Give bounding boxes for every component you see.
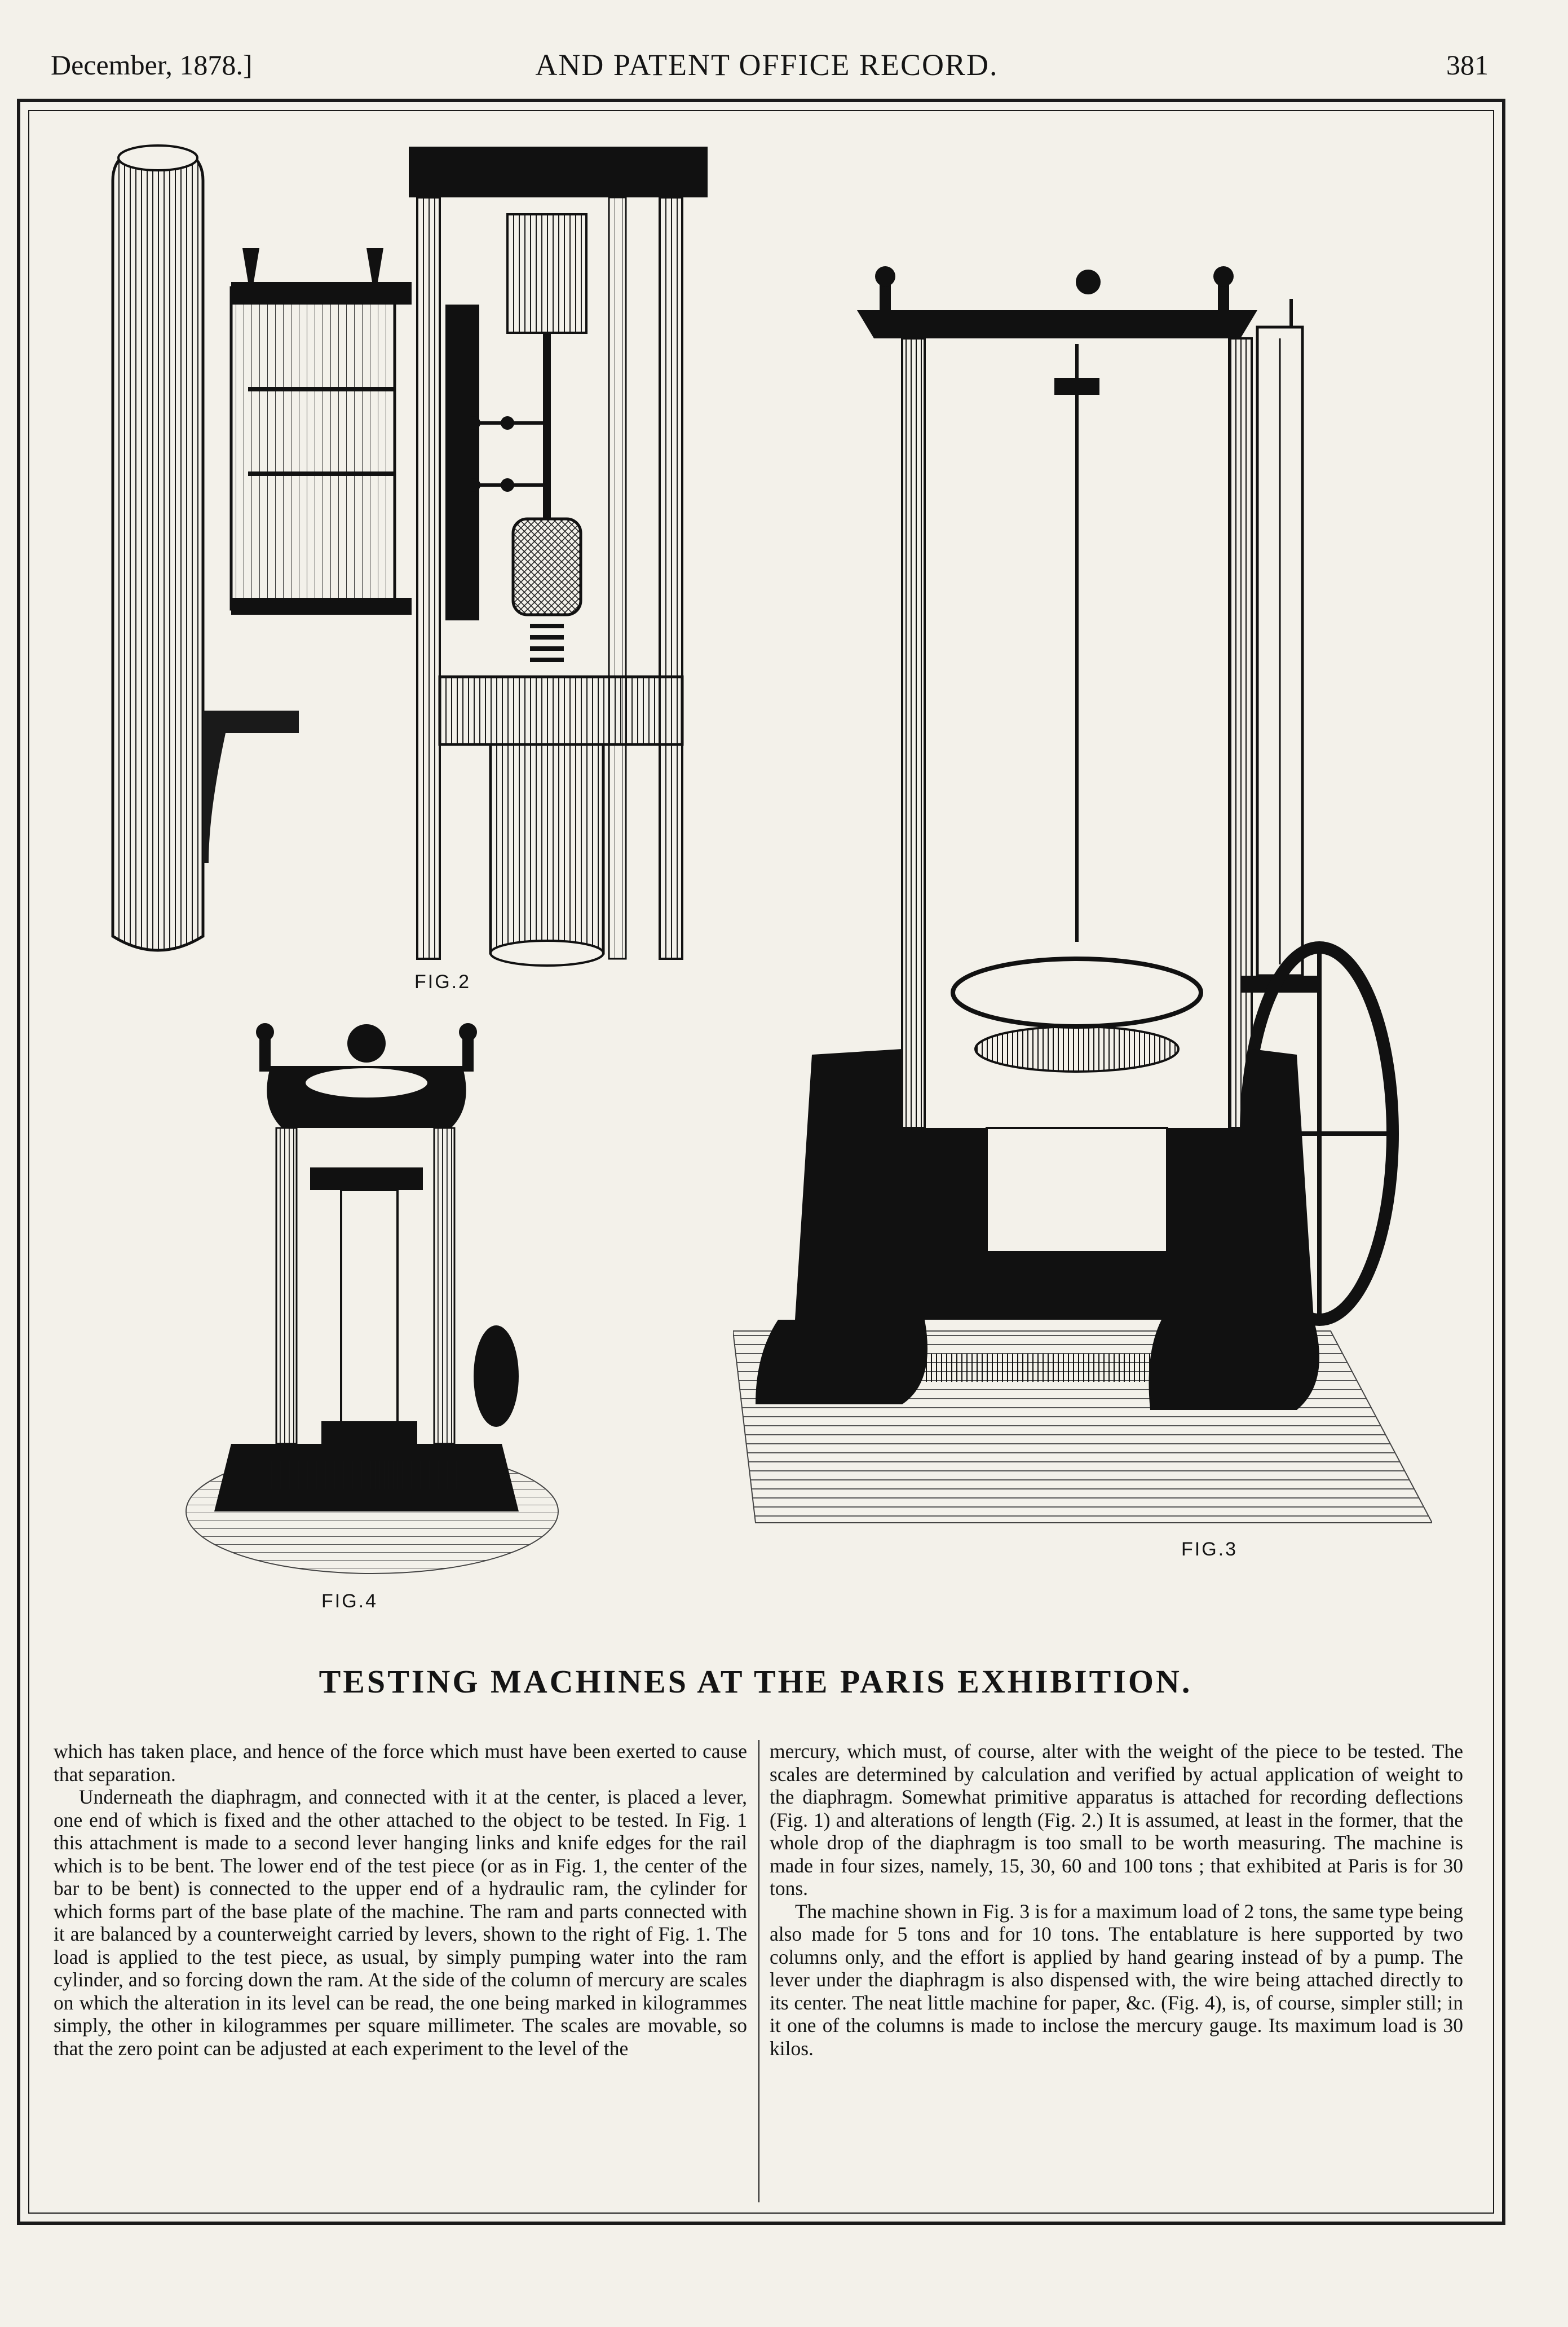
fig2-engraving <box>101 135 739 970</box>
fig4-engraving <box>180 1015 564 1579</box>
left-column <box>54 1740 747 2060</box>
running-header <box>45 48 1489 102</box>
page-number: 381 <box>1446 49 1489 81</box>
column-divider <box>758 1740 759 2202</box>
fig3-engraving <box>733 248 1432 1528</box>
right-column <box>770 1740 1463 2060</box>
fig4-label: FIG.4 <box>321 1590 378 1612</box>
article-title: TESTING MACHINES AT THE PARIS EXHIBITION. <box>319 1663 1192 1700</box>
fig3-label: FIG.3 <box>1181 1539 1238 1560</box>
header-journal-title: AND PATENT OFFICE RECORD. <box>535 48 999 82</box>
right-paragraph-2: The machine shown in Fig. 3 is for a maximum load of 2 tons, the same type being also made for 5 tons and for 10 tons. The entablature is here supported by two columns only, and the effort is applied by hand gearing instead of by a pump. The lever under the diaphragm is also dispensed with, the wire being attached directly to its center. The neat little machine for paper, &c. (Fig. 4), is, of course, simpler still; in it one of the columns is made to inclose the mercury gauge. Its maximum load is 30 kilos. <box>770 1899 1463 2060</box>
left-paragraph-1: which has taken place, and hence of the force which must have been exerted to cause that separation. <box>54 1740 747 1786</box>
left-paragraph-2: Underneath the diaphragm, and connected with it at the center, is placed a lever, one end of which is fixed and the other attached to the object to be tested. In Fig. 1 this attachment is made to a second lever hanging links and knife edges for the rail which is to be bent. The lower end of the test piece (or as in Fig. 1, the center of the bar to be bent) is connected to the upper end of a hydraulic ram, the cylinder for which forms part of the base plate of the machine. The ram and parts connected with it are balanced by a counterweight carried by levers, shown to the right of Fig. 1. The load is applied to the test piece, as usual, by simply pumping water into the ram cylinder, and so forcing down the ram. At the side of the column of mercury are scales on which the alteration in its level can be read, the one being marked in kilogrammes simply, the other in kilogrammes per square millimeter. The scales are movable, so that the zero point can be adjusted at each experiment to the level of the <box>54 1786 747 2060</box>
right-paragraph-1: mercury, which must, of course, alter with the weight of the piece to be tested. The scales are determined by calculation and verified by actual application of weight to the diaphragm. Somewhat primitive apparatus is attached for recording deflections (Fig. 1) and alterations of length (Fig. 2.) It is assumed, at least in the former, that the whole drop of the diaphragm is too small to be worth measuring. The machine is made in four sizes, namely, 15, 30, 60 and 100 tons ; that exhibited at Paris is for 30 tons. <box>770 1740 1463 1899</box>
header-date: December, 1878.] <box>51 49 253 81</box>
fig2-label: FIG.2 <box>414 971 471 993</box>
